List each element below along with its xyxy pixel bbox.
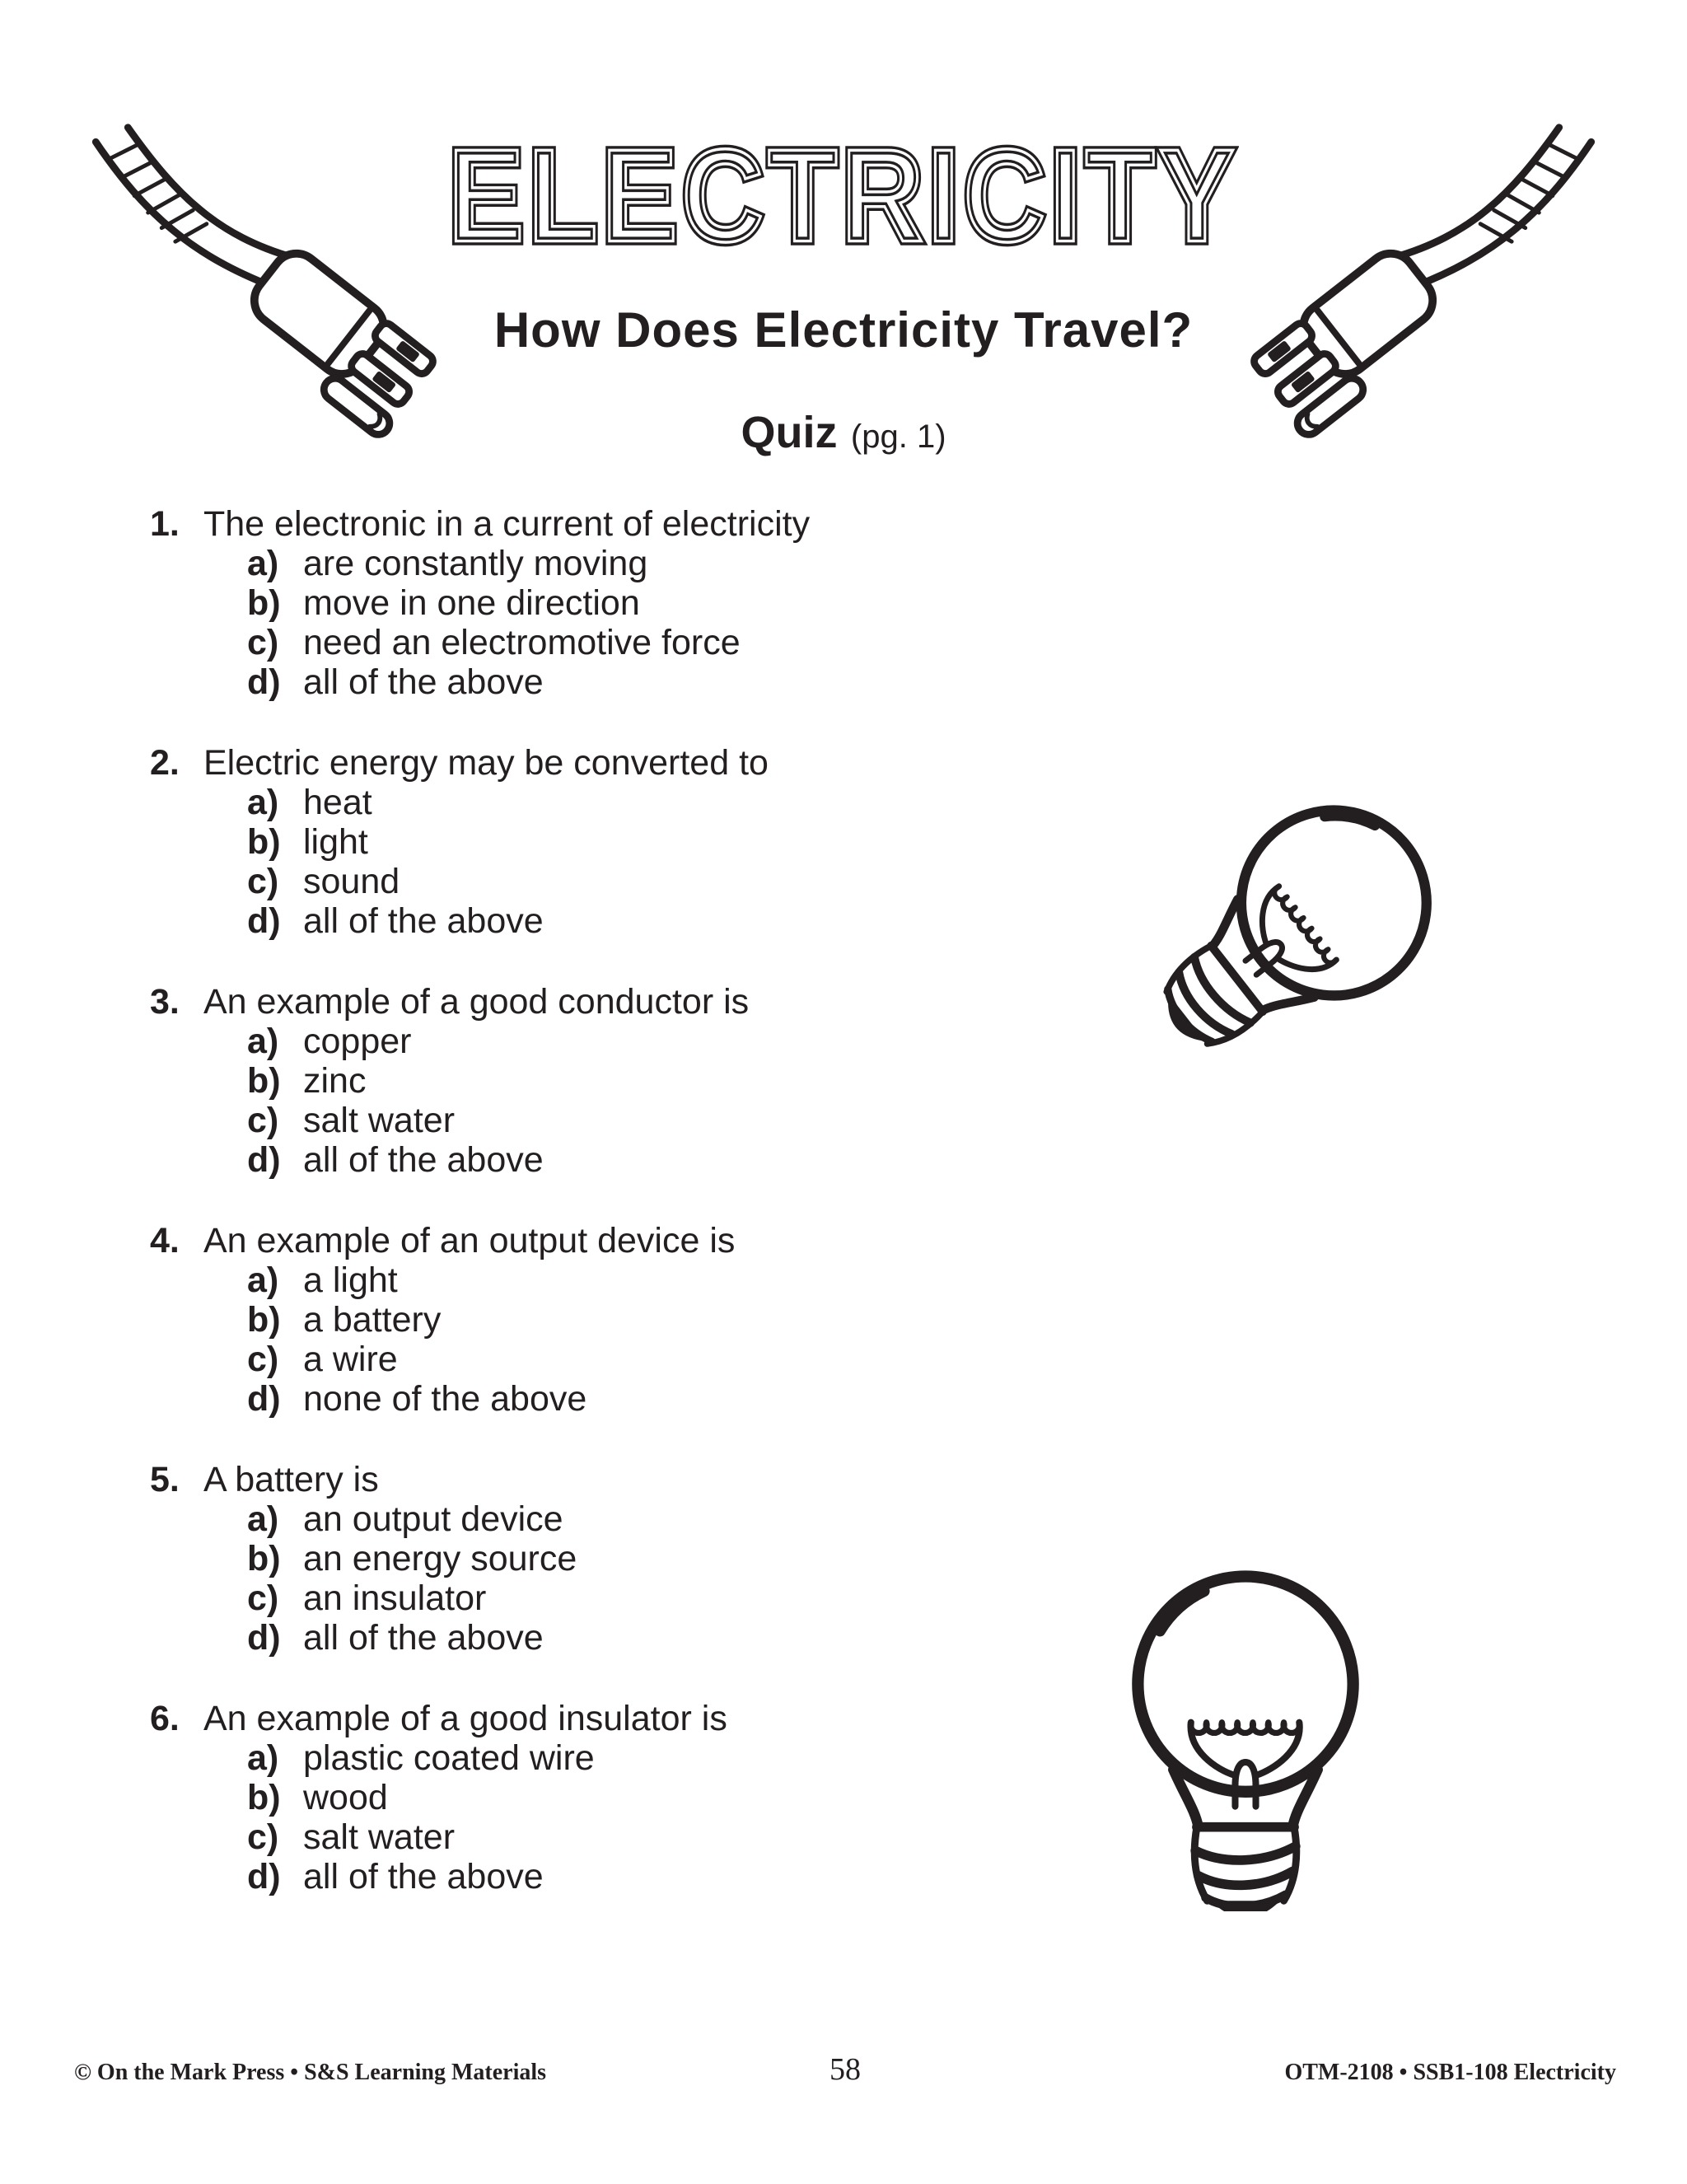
answer-option <box>150 1778 1105 1817</box>
option-letter: a) <box>247 1260 279 1300</box>
option-text: a wire <box>303 1340 398 1379</box>
option-text: wood <box>303 1778 388 1817</box>
question-1 <box>150 504 1105 702</box>
option-letter: a) <box>247 1738 279 1778</box>
answer-option <box>150 623 1105 662</box>
answer-option <box>150 583 1105 623</box>
answer-option <box>150 1817 1105 1857</box>
catalog-number: OTM-2108 • SSB1-108 Electricity <box>1284 2060 1616 2085</box>
question-text: An example of a good insulator is <box>203 1699 727 1738</box>
option-text: a battery <box>303 1300 442 1340</box>
option-text: move in one direction <box>303 583 640 623</box>
option-letter: a) <box>247 544 279 583</box>
question-2 <box>150 743 1105 941</box>
answer-option <box>150 544 1105 583</box>
copyright-text: © On the Mark Press • S&S Learning Materials <box>74 2060 547 2085</box>
option-letter: c) <box>247 1340 279 1379</box>
option-text: an output device <box>303 1499 563 1539</box>
option-letter: d) <box>247 662 281 702</box>
question-number: 1. <box>150 504 180 544</box>
page-title: ELECTRICITY ELECTRICITY ELECTRICITY <box>0 130 1687 262</box>
quiz-heading <box>0 407 1687 458</box>
question-text: Electric energy may be converted to <box>203 743 769 783</box>
option-text: an insulator <box>303 1578 487 1618</box>
light-bulb-tilted-icon <box>1048 740 1542 1127</box>
question-text: An example of an output device is <box>203 1221 736 1260</box>
option-text: heat <box>303 783 372 822</box>
question-4 <box>150 1221 1105 1419</box>
answer-option <box>150 1340 1105 1379</box>
option-letter: c) <box>247 623 279 662</box>
question-3 <box>150 982 1105 1180</box>
option-text: sound <box>303 862 400 901</box>
option-letter: c) <box>247 1101 279 1140</box>
answer-option <box>150 1738 1105 1778</box>
option-letter: b) <box>247 1539 281 1578</box>
option-text: all of the above <box>303 1140 544 1180</box>
option-text: light <box>303 822 368 862</box>
option-letter: a) <box>247 1499 279 1539</box>
answer-option <box>150 862 1105 901</box>
option-letter: b) <box>247 1061 281 1101</box>
answer-option <box>150 1578 1105 1618</box>
question-5 <box>150 1460 1105 1658</box>
option-letter: b) <box>247 1300 281 1340</box>
question-number: 4. <box>150 1221 180 1260</box>
option-letter: c) <box>247 1578 279 1618</box>
answer-option <box>150 1140 1105 1180</box>
option-text: zinc <box>303 1061 367 1101</box>
option-text: all of the above <box>303 1857 544 1896</box>
answer-option <box>150 1379 1105 1419</box>
option-text: are constantly moving <box>303 544 648 583</box>
option-letter: c) <box>247 862 279 901</box>
option-text: all of the above <box>303 1618 544 1658</box>
answer-option <box>150 1260 1105 1300</box>
answer-option <box>150 1499 1105 1539</box>
answer-option <box>150 1618 1105 1658</box>
answer-option <box>150 1022 1105 1061</box>
lesson-title: How Does Electricity Travel? <box>493 302 1194 358</box>
option-letter: d) <box>247 901 281 941</box>
page-number: 58 <box>829 2052 861 2087</box>
answer-option <box>150 662 1105 702</box>
option-letter: d) <box>247 1618 281 1658</box>
answer-option <box>150 1539 1105 1578</box>
option-text: none of the above <box>303 1379 587 1419</box>
option-text: an energy source <box>303 1539 577 1578</box>
question-text: The electronic in a current of electricity <box>203 504 811 544</box>
option-letter: a) <box>247 783 279 822</box>
answer-option <box>150 1061 1105 1101</box>
option-text: all of the above <box>303 901 544 941</box>
option-letter: d) <box>247 1140 281 1180</box>
quiz-questions <box>150 504 1105 1938</box>
answer-option <box>150 783 1105 822</box>
option-letter: b) <box>247 583 281 623</box>
quiz-label: Quiz <box>741 408 838 457</box>
page-footer <box>74 2051 1616 2088</box>
option-letter: c) <box>247 1817 279 1857</box>
option-text: salt water <box>303 1101 456 1140</box>
option-text: need an electromotive force <box>303 623 741 662</box>
option-letter: b) <box>247 1778 281 1817</box>
question-number: 5. <box>150 1460 180 1499</box>
question-number: 6. <box>150 1699 180 1738</box>
answer-option <box>150 822 1105 862</box>
option-letter: a) <box>247 1022 279 1061</box>
option-text: a light <box>303 1260 398 1300</box>
option-text: copper <box>303 1022 412 1061</box>
question-number: 2. <box>150 743 180 783</box>
question-number: 3. <box>150 982 180 1022</box>
option-text: salt water <box>303 1817 456 1857</box>
answer-option <box>150 901 1105 941</box>
option-text: plastic coated wire <box>303 1738 595 1778</box>
answer-option <box>150 1300 1105 1340</box>
answer-option <box>150 1857 1105 1896</box>
option-text: all of the above <box>303 662 544 702</box>
option-letter: d) <box>247 1379 281 1419</box>
option-letter: b) <box>247 822 281 862</box>
question-6 <box>150 1699 1105 1896</box>
option-letter: d) <box>247 1857 281 1896</box>
question-text: A battery is <box>203 1460 379 1499</box>
answer-option <box>150 1101 1105 1140</box>
light-bulb-upright-icon <box>1105 1557 1386 1911</box>
question-text: An example of a good conductor is <box>203 982 750 1022</box>
quiz-page-label: (pg. 1) <box>850 419 946 455</box>
